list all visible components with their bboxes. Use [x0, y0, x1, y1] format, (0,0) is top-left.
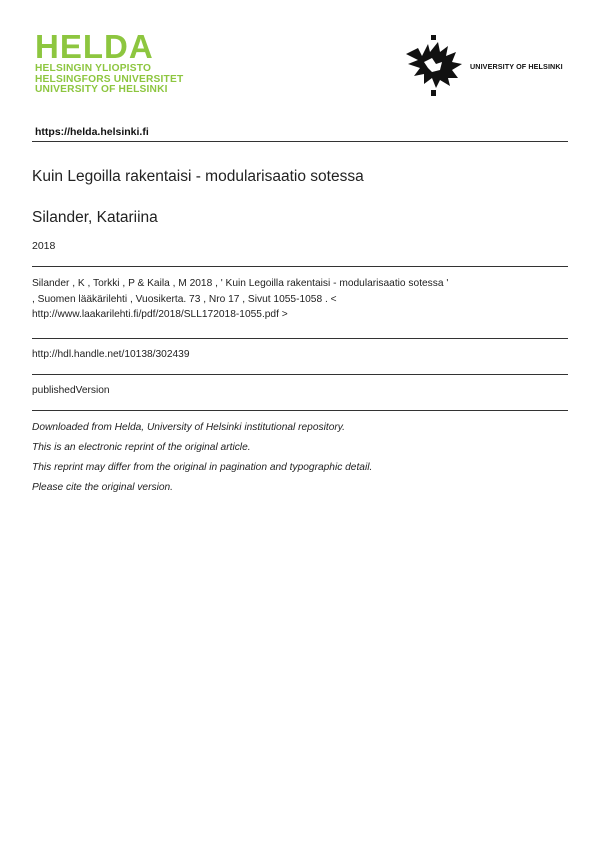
divider-year	[32, 266, 568, 267]
citation-line[interactable]: http://www.laakarilehti.fi/pdf/2018/SLL172018-1055.pdf >	[32, 309, 288, 320]
helda-logo-word: HELDA	[35, 28, 154, 65]
document-author: Silander, Katariina	[32, 209, 158, 226]
citation-line: Silander , K , Torkki , P & Kaila , M 2018 , ' Kuin Legoilla rakentaisi - modularisaatio sotessa '	[32, 278, 449, 289]
repository-note: This reprint may differ from the original in pagination and typographic detail.	[32, 462, 373, 473]
handle-link[interactable]: http://hdl.handle.net/10138/302439	[32, 349, 190, 360]
document-year: 2018	[32, 240, 56, 252]
document-version: publishedVersion	[32, 385, 110, 396]
university-of-helsinki-logo	[402, 34, 567, 98]
university-of-helsinki-flame-icon	[402, 34, 466, 98]
repository-url[interactable]: https://helda.helsinki.fi	[35, 126, 149, 138]
helda-logo-line-fi: HELSINGIN YLIOPISTO	[35, 63, 152, 74]
divider-handle	[32, 374, 568, 375]
repository-note: Please cite the original version.	[32, 482, 174, 493]
citation	[32, 276, 568, 323]
repository-note: Downloaded from Helda, University of Helsinki institutional repository.	[32, 422, 345, 433]
citation-line: , Suomen lääkärilehti , Vuosikerta. 73 , Nro 17 , Sivut 1055-1058 . <	[32, 293, 337, 305]
helda-logo	[35, 30, 205, 98]
university-of-helsinki-logo-text: UNIVERSITY OF HELSINKI	[470, 62, 563, 71]
divider-citation	[32, 338, 568, 339]
helda-logo-line-en: UNIVERSITY OF HELSINKI	[35, 84, 168, 95]
divider-header	[32, 141, 568, 142]
document-title: Kuin Legoilla rakentaisi - modularisaatio sotessa	[32, 168, 364, 185]
divider-version	[32, 410, 568, 411]
helda-logo-line-sv: HELSINGFORS UNIVERSITET	[35, 73, 184, 85]
repository-note: This is an electronic reprint of the original article.	[32, 442, 251, 453]
